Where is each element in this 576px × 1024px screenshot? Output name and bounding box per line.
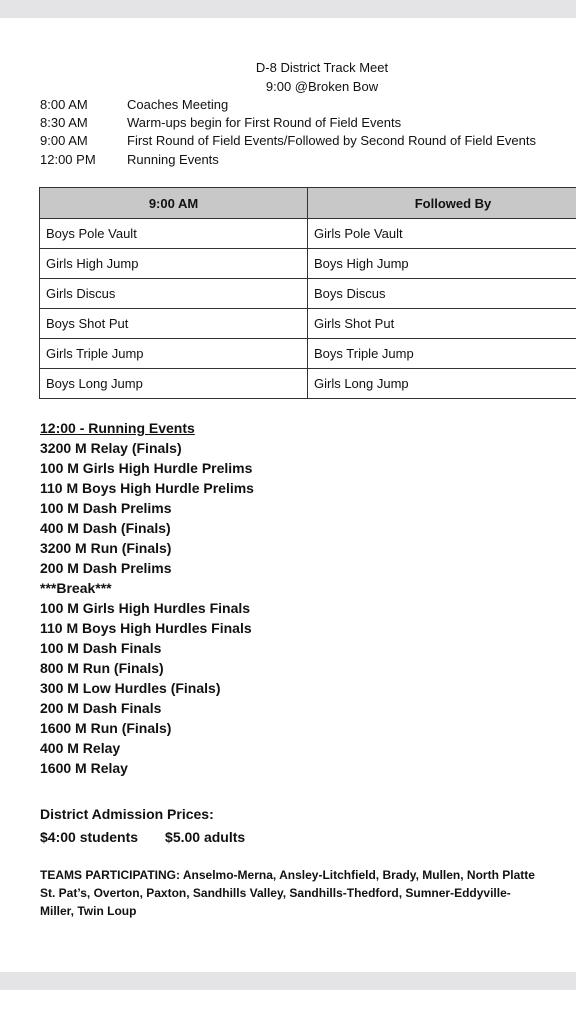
running-events-section xyxy=(40,418,254,778)
admission-prices xyxy=(40,826,245,848)
column-header-first-round: 9:00 AM xyxy=(40,188,308,219)
list-item: 200 M Dash Finals xyxy=(40,700,162,716)
table-cell: Girls Discus xyxy=(40,279,308,309)
schedule-desc: First Round of Field Events/Followed by Second Round of Field Events xyxy=(127,133,536,148)
schedule-desc: Running Events xyxy=(127,152,219,167)
table-row xyxy=(40,309,576,339)
list-item: 100 M Girls High Hurdle Prelims xyxy=(40,460,253,476)
table-cell: Girls Pole Vault xyxy=(308,219,576,249)
list-item: 800 M Run (Finals) xyxy=(40,660,164,676)
list-item: 110 M Boys High Hurdles Finals xyxy=(40,620,252,636)
list-item: 3200 M Relay (Finals) xyxy=(40,440,182,456)
table-header-row xyxy=(40,188,576,219)
list-item: 100 M Dash Prelims xyxy=(40,500,172,516)
table-cell: Girls Long Jump xyxy=(308,369,576,399)
list-item: 3200 M Run (Finals) xyxy=(40,540,172,556)
column-header-followed-by: Followed By xyxy=(308,188,576,219)
schedule-time: 12:00 PM xyxy=(40,152,96,167)
list-item: 100 M Girls High Hurdles Finals xyxy=(40,600,251,616)
running-events-heading: 12:00 - Running Events xyxy=(40,420,195,436)
table-cell: Girls Shot Put xyxy=(308,309,576,339)
list-item: 1600 M Run (Finals) xyxy=(40,720,172,736)
meet-title: D-8 District Track Meet xyxy=(255,60,389,75)
list-item: 110 M Boys High Hurdle Prelims xyxy=(40,480,254,496)
table-row xyxy=(40,339,576,369)
field-events-table xyxy=(39,187,576,399)
list-item: 400 M Dash (Finals) xyxy=(40,520,171,536)
schedule-time: 8:00 AM xyxy=(40,97,88,112)
table-cell: Boys Long Jump xyxy=(40,369,308,399)
table-row xyxy=(40,369,576,399)
table-cell: Boys Shot Put xyxy=(40,309,308,339)
break-marker: ***Break*** xyxy=(40,580,112,596)
schedule-desc: Coaches Meeting xyxy=(127,97,229,112)
teams-participating: TEAMS PARTICIPATING: Anselmo-Merna, Ansley-Litchfield, Brady, Mullen, North Platte St. Pat’s, Overton, Paxton, Sandhills Valley, Sandhills-Thedford, Sumner-Eddyville-Miller, Twin Loup xyxy=(40,868,535,918)
list-item: 1600 M Relay xyxy=(40,760,128,776)
list-item: 300 M Low Hurdles (Finals) xyxy=(40,680,221,696)
table-cell: Boys Triple Jump xyxy=(308,339,576,369)
schedule-time: 9:00 AM xyxy=(40,133,88,148)
table-cell: Girls High Jump xyxy=(40,249,308,279)
list-item: 100 M Dash Finals xyxy=(40,640,162,656)
schedule-time: 8:30 AM xyxy=(40,115,88,130)
meet-subtitle: 9:00 @Broken Bow xyxy=(265,79,379,94)
schedule-desc: Warm-ups begin for First Round of Field Events xyxy=(127,115,402,130)
document-page xyxy=(0,18,576,972)
admission-section xyxy=(40,803,245,848)
list-item: 400 M Relay xyxy=(40,740,121,756)
admission-label: District Admission Prices: xyxy=(40,806,214,822)
table-row xyxy=(40,249,576,279)
table-row xyxy=(40,279,576,309)
list-item: 200 M Dash Prelims xyxy=(40,560,172,576)
table-cell: Boys High Jump xyxy=(308,249,576,279)
table-cell: Boys Pole Vault xyxy=(40,219,308,249)
next-page-edge xyxy=(0,990,576,1024)
student-price: $4:00 students xyxy=(40,829,139,845)
adult-price: $5.00 adults xyxy=(165,829,246,845)
table-cell: Girls Triple Jump xyxy=(40,339,308,369)
table-cell: Boys Discus xyxy=(308,279,576,309)
table-row xyxy=(40,219,576,249)
